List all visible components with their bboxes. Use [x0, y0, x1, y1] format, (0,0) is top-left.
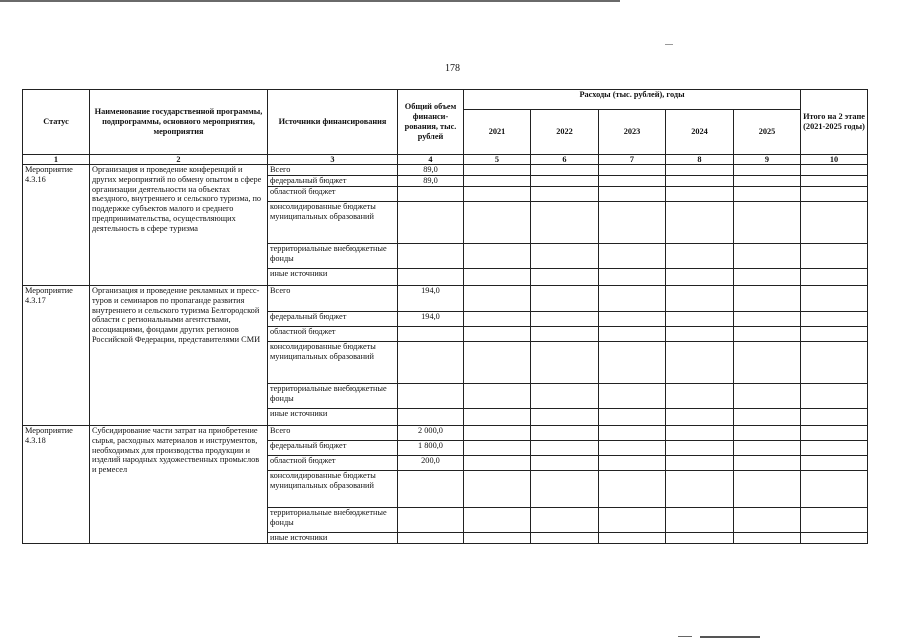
event-status: Мероприятие 4.3.16	[23, 165, 90, 286]
column-number: 6	[531, 155, 599, 165]
volume-cell	[398, 327, 464, 342]
header-year-2023: 2023	[599, 110, 666, 155]
volume-cell: 89,0	[398, 165, 464, 176]
volume-cell: 2 000,0	[398, 426, 464, 441]
volume-cell: 194,0	[398, 312, 464, 327]
header-year-2025: 2025	[734, 110, 801, 155]
source-cell: территориальные внебюджетные фонды	[268, 244, 398, 269]
column-number: 1	[23, 155, 90, 165]
table-row	[23, 286, 868, 312]
event-name: Субсидирование части затрат на приобретение сырья, расходных материалов и инструментов, необходимых для производства продукции и изделий народных художественных промыслов и ремесел	[90, 426, 268, 544]
header-year-2021: 2021	[464, 110, 531, 155]
column-number: 3	[268, 155, 398, 165]
volume-cell: 89,0	[398, 176, 464, 187]
volume-cell: 194,0	[398, 286, 464, 312]
volume-cell	[398, 409, 464, 426]
source-cell: территориальные внебюджетные фонды	[268, 384, 398, 409]
column-number: 2	[90, 155, 268, 165]
volume-cell	[398, 342, 464, 384]
source-cell: консолидированные бюджеты муниципальных образований	[268, 342, 398, 384]
event-status: Мероприятие 4.3.18	[23, 426, 90, 544]
volume-cell: 200,0	[398, 456, 464, 471]
volume-cell	[398, 202, 464, 244]
page-number: 178	[445, 63, 460, 74]
header-expenses: Расходы (тыс. рублей), годы	[464, 90, 801, 110]
header-itogo: Итого на 2 этапе (2021-2025 годы)	[801, 90, 868, 155]
volume-cell: 1 800,0	[398, 441, 464, 456]
table-row	[23, 165, 868, 176]
scan-mark	[665, 44, 673, 45]
column-number: 5	[464, 155, 531, 165]
header-year-2024: 2024	[666, 110, 734, 155]
source-cell: иные источники	[268, 533, 398, 544]
event-status: Мероприятие 4.3.17	[23, 286, 90, 426]
source-cell: областной бюджет	[268, 456, 398, 471]
table-row	[23, 426, 868, 441]
event-name: Организация и проведение конференций и других мероприятий по обмену опытом в сфере организации деятельности на объектах въездного, внутреннего и сельского туризма, по поддержке субъектов малого и среднего предпринимательства, осуществляющих деятельность в сфере туризма	[90, 165, 268, 286]
column-number: 7	[599, 155, 666, 165]
source-cell: Всего	[268, 165, 398, 176]
column-number: 4	[398, 155, 464, 165]
source-cell: иные источники	[268, 269, 398, 286]
header-year-2022: 2022	[531, 110, 599, 155]
scan-edge-line	[0, 0, 620, 2]
source-cell: федеральный бюджет	[268, 312, 398, 327]
source-cell: консолидированные бюджеты муниципальных образований	[268, 471, 398, 508]
volume-cell	[398, 269, 464, 286]
source-cell: федеральный бюджет	[268, 441, 398, 456]
header-sources: Источники финансирования	[268, 90, 398, 155]
volume-cell	[398, 533, 464, 544]
column-number: 8	[666, 155, 734, 165]
budget-table	[22, 89, 868, 544]
source-cell: территориальные внебюджетные фонды	[268, 508, 398, 533]
source-cell: Всего	[268, 286, 398, 312]
source-cell: консолидированные бюджеты муниципальных образований	[268, 202, 398, 244]
volume-cell	[398, 471, 464, 508]
header-name: Наименование государственной программы, подпрограммы, основного мероприятия, мероприятия	[90, 90, 268, 155]
scan-mark	[700, 636, 760, 638]
volume-cell	[398, 384, 464, 409]
volume-cell	[398, 244, 464, 269]
event-name: Организация и проведение рекламных и пресс-туров и семинаров по пропаганде развития внутреннего и сельского туризма Белгородской области с региональными агентствами, ассоциациями, фондами других регионов Российской Федерации, представителями СМИ	[90, 286, 268, 426]
header-total-volume: Общий объем финанси-рования, тыс. рублей	[398, 90, 464, 155]
source-cell: Всего	[268, 426, 398, 441]
volume-cell	[398, 508, 464, 533]
source-cell: иные источники	[268, 409, 398, 426]
header-status: Статус	[23, 90, 90, 155]
scan-mark	[678, 636, 692, 637]
column-number: 9	[734, 155, 801, 165]
column-number: 10	[801, 155, 868, 165]
source-cell: областной бюджет	[268, 327, 398, 342]
column-number-row	[23, 155, 868, 165]
source-cell: федеральный бюджет	[268, 176, 398, 187]
volume-cell	[398, 187, 464, 202]
source-cell: областной бюджет	[268, 187, 398, 202]
